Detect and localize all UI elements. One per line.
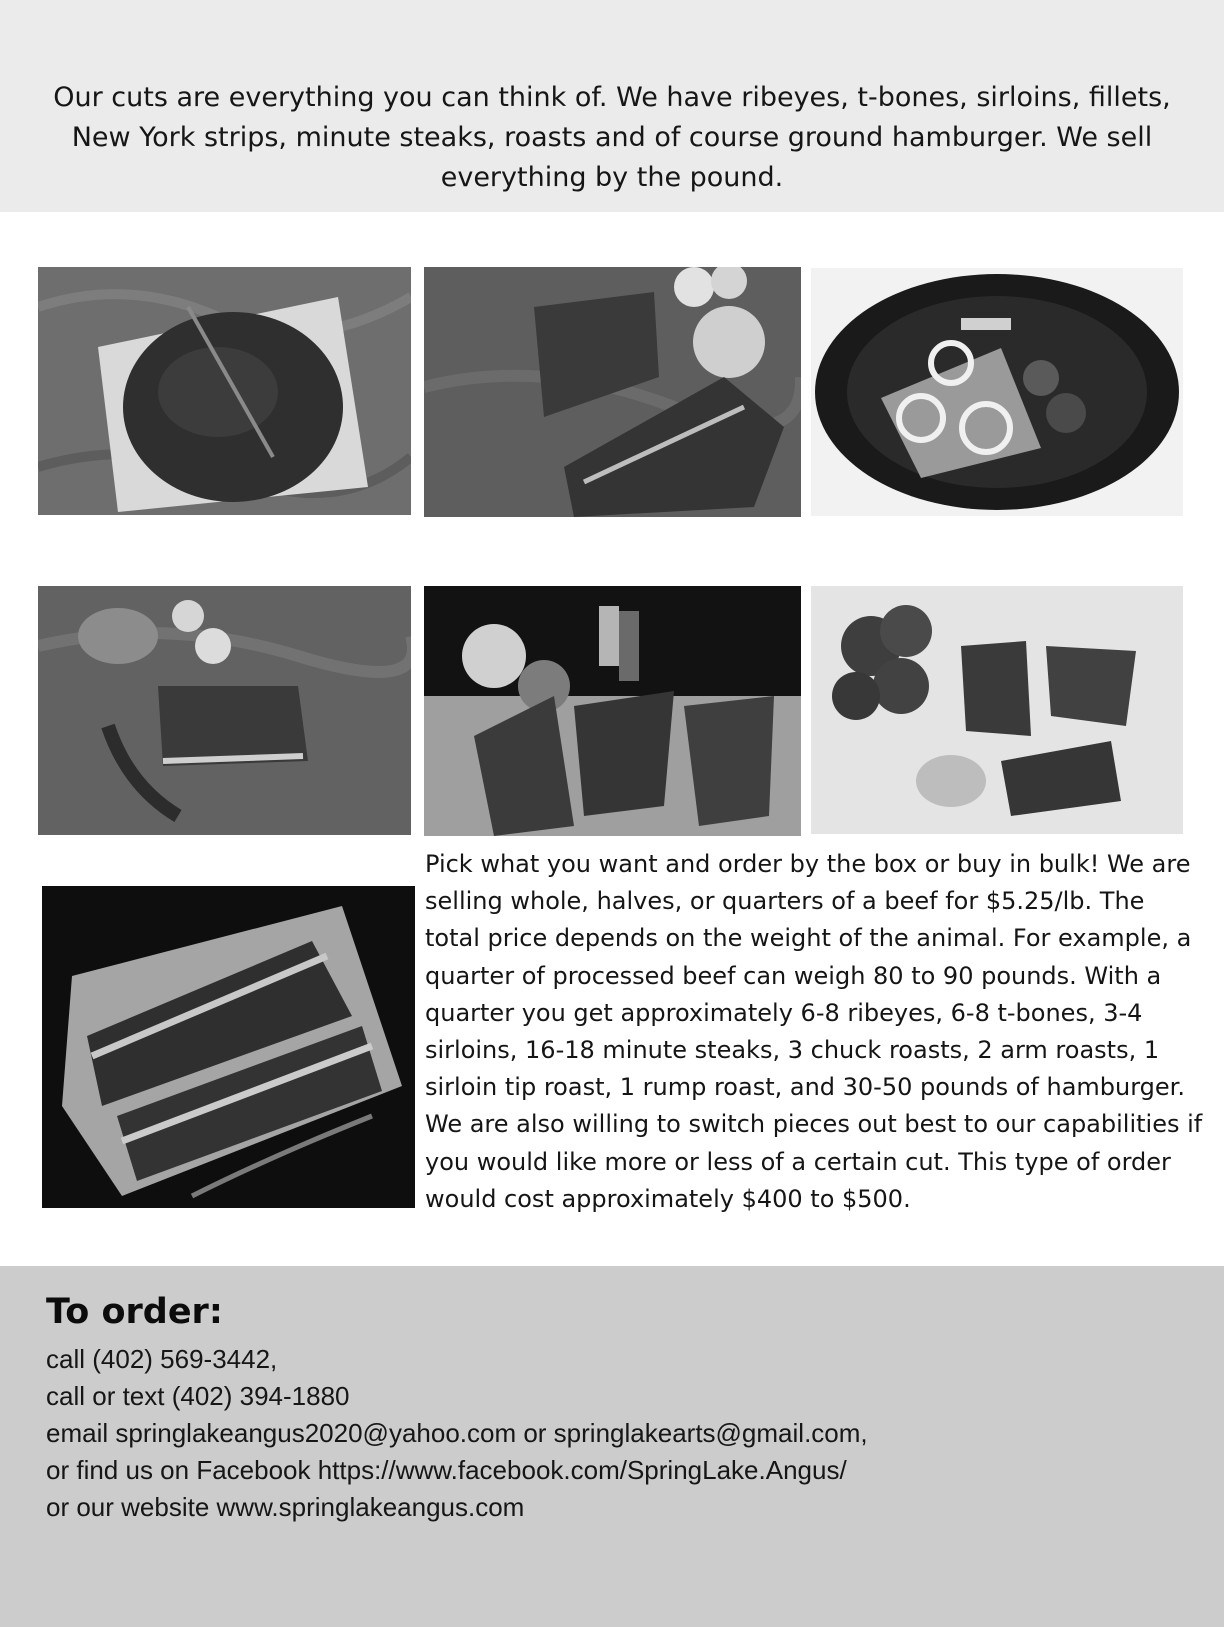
- contact-website[interactable]: or our website www.springlakeangus.com: [46, 1492, 525, 1522]
- contact-phone: call (402) 569-3442,: [46, 1344, 278, 1374]
- photo-slow-cooker: [811, 268, 1183, 516]
- photo-minute-steaks: [811, 586, 1183, 834]
- photo-strip-steaks: [42, 886, 415, 1208]
- contact-email[interactable]: email springlakeangus2020@yahoo.com or springlakearts@gmail.com,: [46, 1418, 868, 1448]
- intro-text: Our cuts are everything you can think of. We have ribeyes, t-bones, sirloins, fillets, New York strips, minute steaks, roasts and of course ground hamburger. We sell everything by the pound.: [53, 82, 1171, 193]
- contact-facebook[interactable]: or find us on Facebook https://www.facebook.com/SpringLake.Angus/: [46, 1455, 847, 1485]
- contact-list: [46, 1341, 1166, 1526]
- photo-new-york-strip: [38, 586, 411, 835]
- photo-t-bone: [424, 267, 801, 517]
- photo-ground-beef: [38, 267, 411, 515]
- contact-phone-text: call or text (402) 394-1880: [46, 1381, 350, 1411]
- bulk-order-text: Pick what you want and order by the box or buy in bulk! We are selling whole, halves, or quarters of a beef for $5.25/lb. The total price depends on the weight of the animal. For example, a quarter of processed beef can weigh 80 to 90 pounds. With a quarter you get approximately 6-8 ribeyes, 6-8 t-bones, 3-4 sirloins, 16-18 minute steaks, 3 chuck roasts, 2 arm roasts, 1 sirloin tip roast, 1 rump roast, and 30-50 pounds of hamburger. We are also willing to switch pieces out best to our capabilities if you would like more or less of a certain cut. This type of order would cost approximately $400 to $500.: [425, 850, 1203, 1213]
- photo-ribeye-steaks: [424, 586, 801, 836]
- order-heading: To order:: [46, 1292, 223, 1332]
